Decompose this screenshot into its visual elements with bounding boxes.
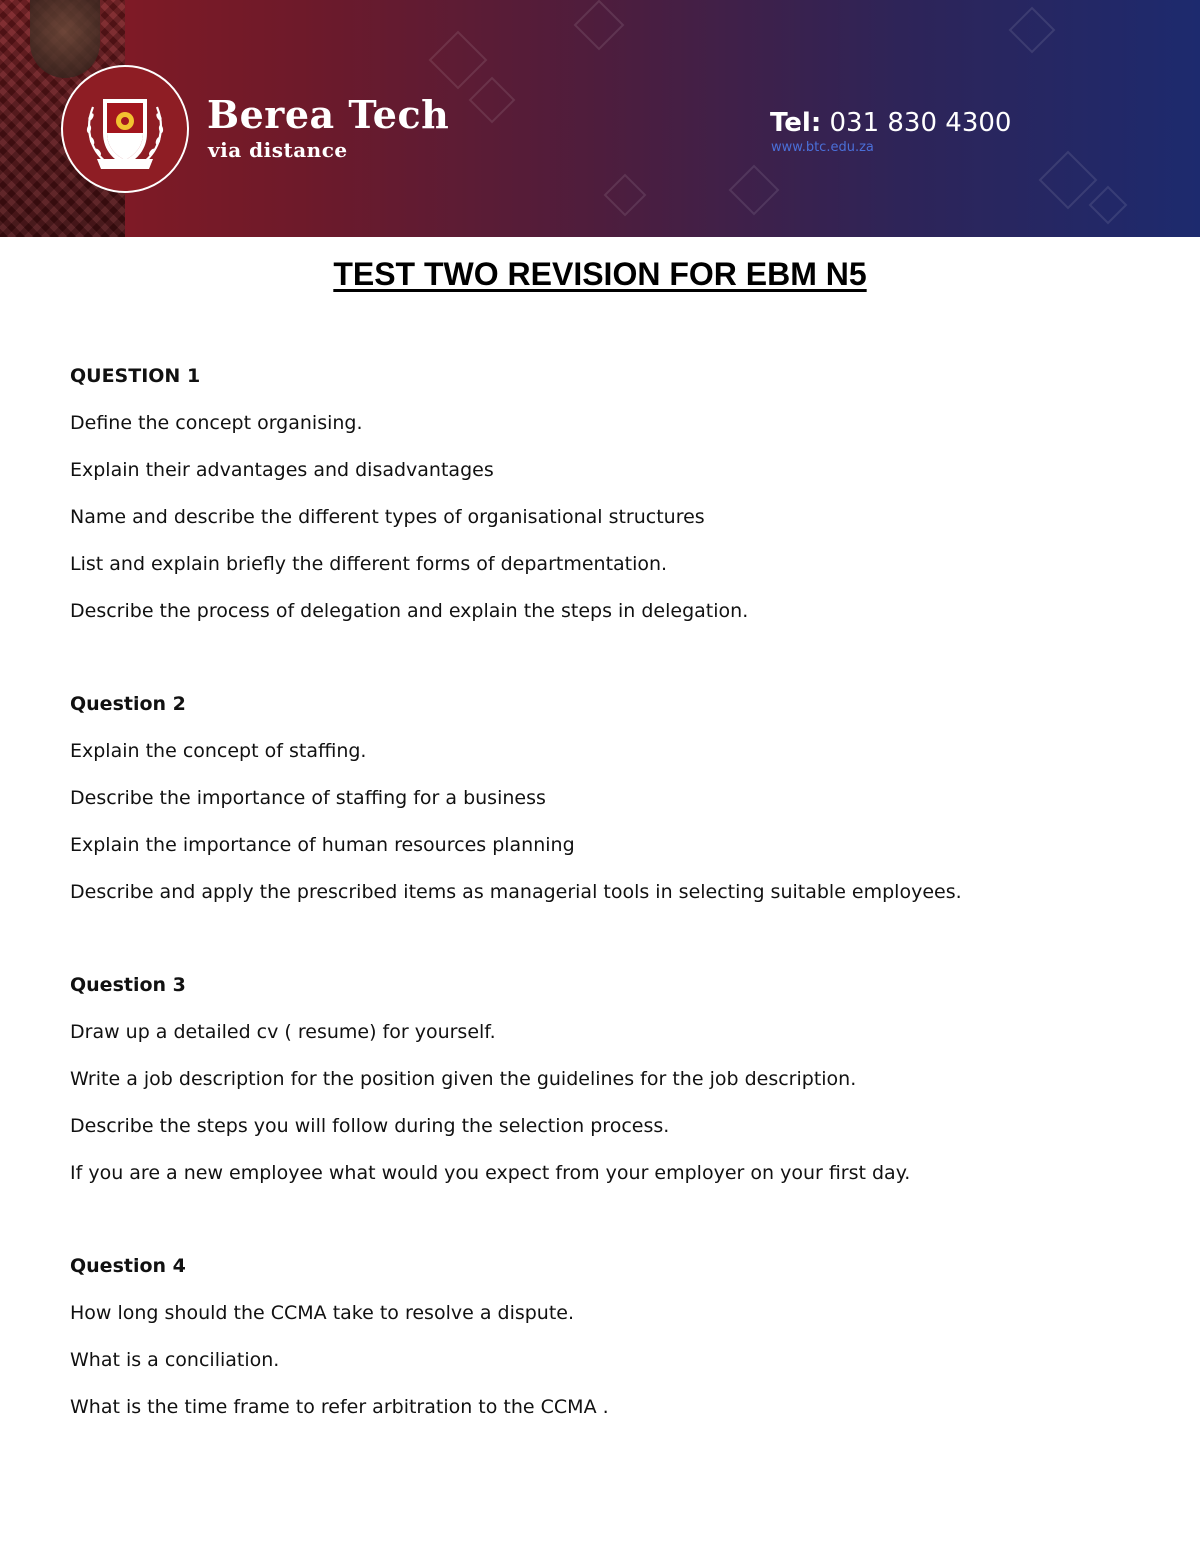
section-question-3 <box>70 969 1150 1204</box>
website-link[interactable]: www.btc.edu.za <box>771 140 874 155</box>
list-item: Write a job description for the position given the guidelines for the job description. <box>70 1068 857 1090</box>
list-item: List and explain briefly the different forms of departmentation. <box>70 553 668 575</box>
list-item: Name and describe the different types of organisational structures <box>70 506 705 528</box>
list-item: Explain the concept of staffing. <box>70 740 367 762</box>
section-question-4 <box>70 1250 1150 1438</box>
list-item: Describe the importance of staffing for a business <box>70 787 546 809</box>
header-banner <box>0 0 1200 237</box>
section-heading: Question 2 <box>70 693 186 715</box>
section-question-1 <box>70 360 1150 642</box>
list-item: What is the time frame to refer arbitration to the CCMA . <box>70 1396 609 1418</box>
list-item: How long should the CCMA take to resolve a dispute. <box>70 1302 575 1324</box>
question-sections <box>70 360 1150 1484</box>
list-item: Describe the steps you will follow during the selection process. <box>70 1115 670 1137</box>
section-heading: Question 4 <box>70 1255 186 1277</box>
telephone-label: Tel: <box>770 108 822 138</box>
list-item: Define the concept organising. <box>70 412 363 434</box>
list-item: Draw up a detailed cv ( resume) for yourself. <box>70 1021 496 1043</box>
berea-tech-logo <box>61 65 189 193</box>
list-item: What is a conciliation. <box>70 1349 280 1371</box>
section-heading: Question 3 <box>70 974 186 996</box>
list-item: Explain the importance of human resources planning <box>70 834 575 856</box>
list-item: If you are a new employee what would you expect from your employer on your first day. <box>70 1162 911 1184</box>
list-item: Explain their advantages and disadvantages <box>70 459 494 481</box>
section-question-2 <box>70 688 1150 923</box>
brand-name: Berea Tech <box>207 92 450 137</box>
telephone <box>770 108 1011 138</box>
document-title: TEST TWO REVISION FOR EBM N5 <box>333 256 867 292</box>
list-item: Describe and apply the prescribed items as managerial tools in selecting suitable employees. <box>70 881 962 903</box>
section-heading: QUESTION 1 <box>70 365 201 387</box>
brand-tagline: via distance <box>208 138 348 162</box>
crest-shield-icon <box>63 67 187 191</box>
telephone-number[interactable]: 031 830 4300 <box>829 108 1012 138</box>
list-item: Describe the process of delegation and explain the steps in delegation. <box>70 600 749 622</box>
